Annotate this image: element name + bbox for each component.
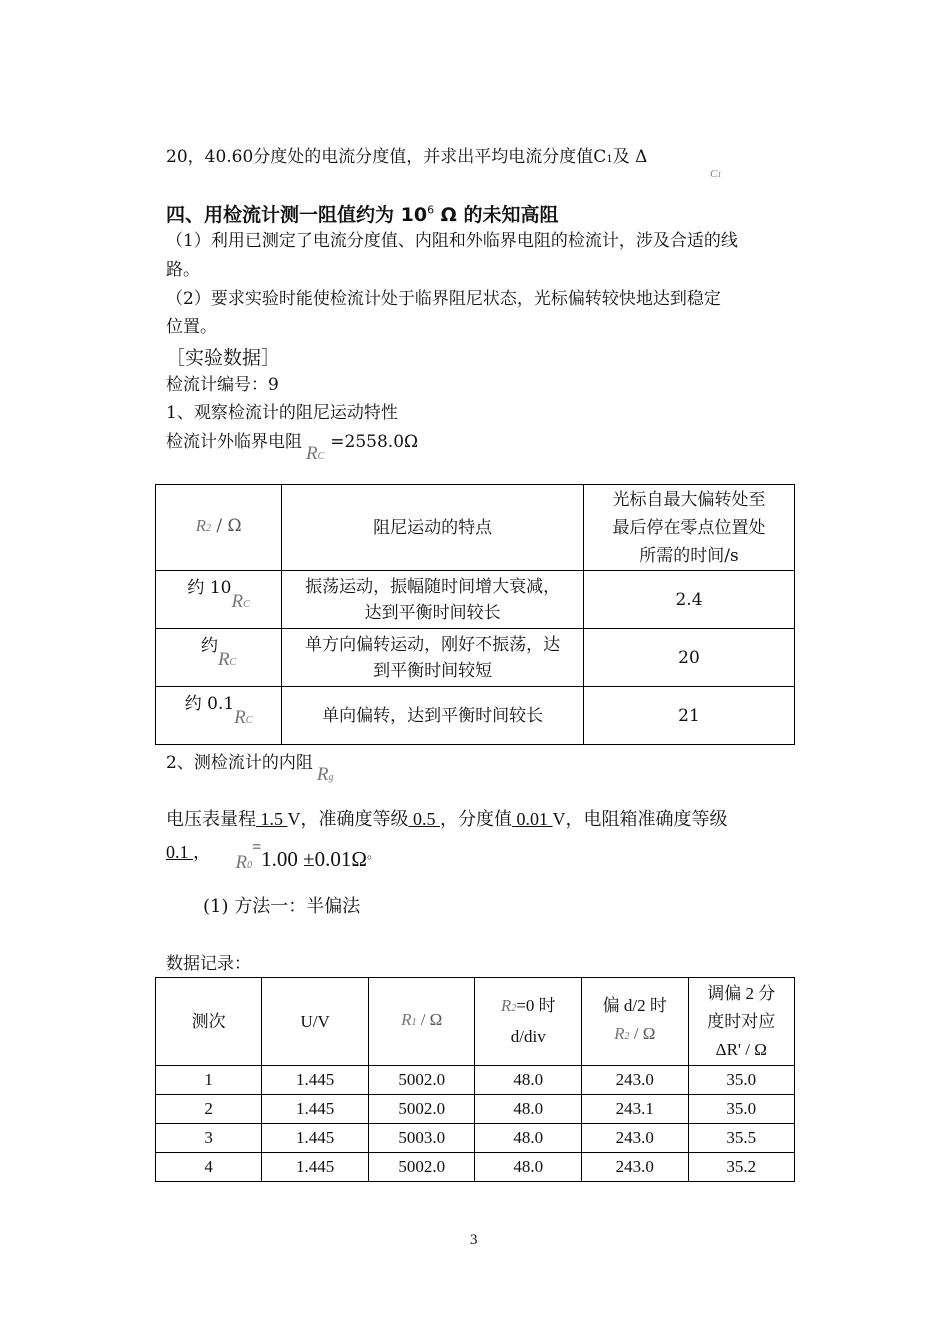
- table-cell: 35.5: [688, 1124, 794, 1153]
- table-cell: 5003.0: [368, 1124, 475, 1153]
- header-voltage: U/V: [262, 978, 369, 1066]
- table-cell: 35.2: [688, 1153, 794, 1182]
- section4-title: 四、用检流计测一阻值约为 $10^6$ Ω 的未知高阻: [166, 203, 559, 226]
- rc-label: 检流计外临界电阻RC=2558.0Ω: [166, 431, 418, 456]
- table-cell: 5002.0: [368, 1095, 475, 1124]
- table-row: [156, 687, 795, 745]
- table-cell: 35.0: [688, 1066, 794, 1095]
- r0-symbol: R0: [235, 852, 253, 873]
- intro-sub: 1: [606, 154, 613, 165]
- row1-resistance: 约 10RC: [156, 571, 282, 629]
- header-r1: R1 / Ω: [368, 978, 475, 1066]
- table-cell: 243.0: [581, 1066, 688, 1095]
- method1: (1) 方法一：半偏法: [203, 896, 361, 917]
- meter-line1: 电压表量程 1.5 V，准确度等级 0.5 ，分度值 0.01 V，电阻箱准确度等级: [166, 809, 728, 829]
- table-header-row: [156, 978, 795, 1066]
- table-cell: 5002.0: [368, 1153, 475, 1182]
- table-row: [156, 1066, 795, 1095]
- header-settle-time: 光标自最大偏转处至 最后停在零点位置处 所需的时间/s: [584, 485, 795, 571]
- rc-symbol: RC: [306, 443, 325, 464]
- table-cell: 35.0: [688, 1095, 794, 1124]
- item2-title: 2、测检流计的内阻Rg: [166, 752, 333, 777]
- table-row: [156, 629, 795, 687]
- table-cell: 2: [156, 1095, 262, 1124]
- table-cell: 1.445: [262, 1095, 369, 1124]
- data-heading: ［实验数据］: [166, 347, 281, 369]
- table-cell: 1.445: [262, 1066, 369, 1095]
- r0-value: 1.00 ±0.01Ω: [261, 847, 368, 871]
- table-cell: 48.0: [475, 1095, 582, 1124]
- row2-time: 20: [584, 629, 795, 687]
- record-label: 数据记录：: [166, 954, 251, 974]
- table-cell: 48.0: [475, 1124, 582, 1153]
- header-trial: 测次: [156, 978, 262, 1066]
- meter-line2: 0.1 ， R0=1.00 ±0.01Ω。: [166, 839, 381, 873]
- damping-table: [155, 484, 795, 745]
- table-cell: 243.0: [581, 1153, 688, 1182]
- header-delta-r: 调偏 2 分 度时对应 ΔR' / Ω: [688, 978, 794, 1066]
- section4-p1-line2: 路。: [166, 260, 200, 280]
- table-cell: 3: [156, 1124, 262, 1153]
- table-row: [156, 571, 795, 629]
- intro-delta-sub: C1: [710, 168, 722, 180]
- intro-tail: 及 Δ: [612, 147, 648, 167]
- intro-text: [166, 146, 647, 171]
- table-row: [156, 1153, 795, 1182]
- row3-desc: 单向偏转，达到平衡时间较长: [282, 687, 584, 745]
- section4-p1-line1: （1）利用已测定了电流分度值、内阻和外临界电阻的检流计，涉及合适的线: [166, 231, 738, 251]
- header-r2-half: 偏 d/2 时 R2 / Ω: [581, 978, 688, 1066]
- header-r2: R2 / Ω: [156, 485, 282, 571]
- row1-time: 2.4: [584, 571, 795, 629]
- section4-p2-line2: 位置。: [166, 317, 217, 337]
- table-cell: 1.445: [262, 1153, 369, 1182]
- table-cell: 1.445: [262, 1124, 369, 1153]
- section4-p2-line1: （2）要求实验时能使检流计处于临界阻尼状态，光标偏转较快地达到稳定: [166, 289, 721, 309]
- table-cell: 243.0: [581, 1124, 688, 1153]
- row2-desc: 单方向偏转运动，刚好不振荡，达 到平衡时间较短: [282, 629, 584, 687]
- table-row: [156, 1095, 795, 1124]
- galvanometer-no: 检流计编号：9: [166, 375, 279, 395]
- table-cell: 1: [156, 1066, 262, 1095]
- rg-symbol: Rg: [316, 764, 334, 785]
- table-cell: 243.1: [581, 1095, 688, 1124]
- item1-title: 1、观察检流计的阻尼运动特性: [166, 403, 398, 423]
- row3-resistance: 约 0.1RC: [156, 687, 282, 745]
- half-deflection-table: [155, 977, 795, 1182]
- page-number: 3: [470, 1232, 478, 1248]
- row1-desc: 振荡运动，振幅随时间增大衰减， 达到平衡时间较长: [282, 571, 584, 629]
- header-damping-feature: 阻尼运动的特点: [282, 485, 584, 571]
- row2-resistance: 约RC: [156, 629, 282, 687]
- row3-time: 21: [584, 687, 795, 745]
- rc-value: =2558.0Ω: [330, 432, 419, 452]
- table-row: [156, 1124, 795, 1153]
- header-r2-zero: R2=0 时 d/div: [475, 978, 582, 1066]
- table-cell: 4: [156, 1153, 262, 1182]
- table-header-row: [156, 485, 795, 571]
- intro-line: 20，40.60分度处的电流分度值，并求出平均电流分度值C: [166, 147, 607, 167]
- table-cell: 48.0: [475, 1153, 582, 1182]
- table-cell: 5002.0: [368, 1066, 475, 1095]
- table-cell: 48.0: [475, 1066, 582, 1095]
